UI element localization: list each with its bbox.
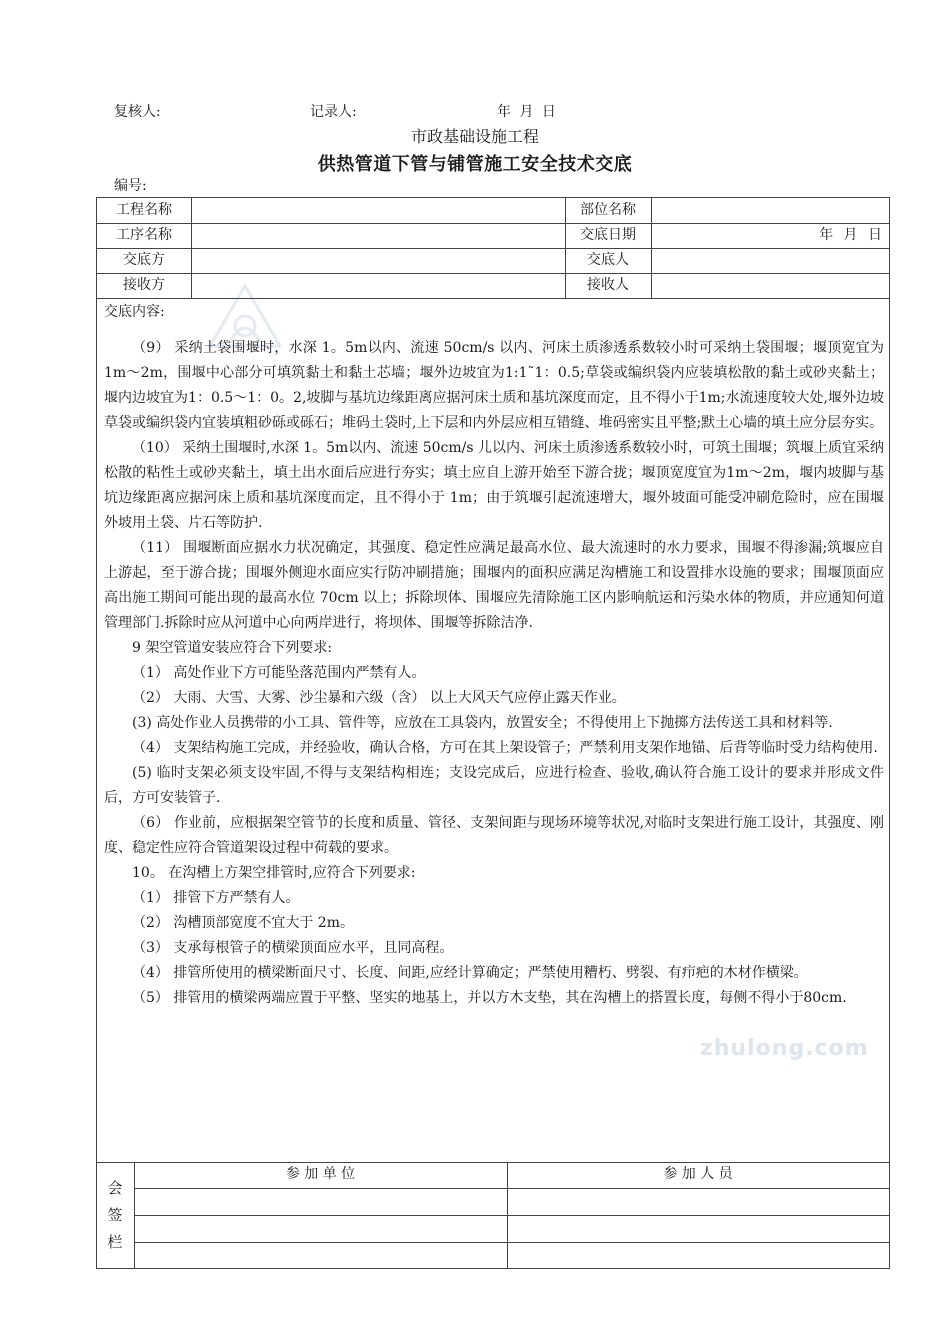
reviewer-label: 复核人:: [114, 104, 161, 120]
receiver-party-label: 接收方: [123, 277, 165, 293]
content-paragraph: （3） 支承每根管子的横梁顶面应水平，且同高程。: [132, 940, 454, 956]
handover-content: [104, 300, 884, 1011]
signoff-side-label: [96, 1162, 134, 1269]
content-paragraph: （11） 围堰断面应据水力状况确定，其强度、稳定性应满足最高水位、最大流速时的水力要求，围堰不得渗漏;筑堰应自上游起，至于游合拢；围堰外侧迎水面应实行防冲刷措施；围堰内的面积应满足沟槽施工和设置排水设施的要求；围堰顶面应高出施工期间可能出现的最高水位 70cm 以上；拆除坝体、围堰应先清除施工区内影响航运和污染水体的物质，并应通知何道管理部门.拆除时应从河道中心向两岸进行，将坝体、围堰等拆除洁净.: [104, 540, 884, 631]
project-name-label: 工程名称: [116, 202, 172, 218]
handover-person-label: 交底人: [587, 252, 629, 268]
content-paragraph: （2） 沟槽顶部宽度不宜大于 2m。: [132, 915, 354, 931]
signoff-char: 栏: [107, 1233, 123, 1251]
document-title: 供热管道下管与铺管施工安全技术交底: [317, 154, 633, 175]
handover-party-label: 交底方: [123, 252, 165, 268]
content-paragraph: （5） 排管用的横梁两端应置于平整、坚实的地基上，并以方木支垫，其在沟槽上的搭置长度，每侧不得小于80cm.: [132, 990, 847, 1006]
handover-date-label: 交底日期: [580, 227, 636, 243]
document-number-label: 编号:: [114, 178, 147, 194]
header-date-label: 年 月 日: [497, 104, 556, 120]
content-paragraph: （1） 排管下方严禁有人。: [132, 890, 300, 906]
content-label: 交底内容:: [104, 304, 165, 320]
document-subtitle: 市政基础设施工程: [410, 127, 539, 146]
content-paragraph: 10。 在沟槽上方架空排管时,应符合下列要求:: [132, 865, 416, 881]
recorder-label: 记录人:: [310, 104, 357, 120]
content-paragraph: （4） 排管所使用的横梁断面尺寸、长度、间距,应经计算确定；严禁使用糟朽、劈裂、有疖疤的木材作横梁。: [132, 965, 808, 981]
content-paragraph: （2） 大雨、大雪、大雾、沙尘暴和六级（含） 以上大风天气应停止露天作业。: [132, 690, 626, 706]
watermark-text: zhulong.com: [700, 1036, 869, 1061]
content-paragraph: (5) 临时支架必须支设牢固,不得与支架结构相连；支设完成后，应进行检查、验收,确认符合施工设计的要求并形成文件后，方可安装管子.: [104, 765, 884, 806]
content-paragraph: 9 架空管道安装应符合下列要求:: [132, 640, 333, 656]
receiver-person-label: 接收人: [587, 277, 629, 293]
content-paragraph: （9） 采纳土袋围堰时，水深 1。5m以内、流速 50cm/s 以内、河床土质渗透系数较小时可采纳土袋围堰；堰顶宽宜为1m～2m，围堰中心部分可填筑黏土和黏土芯墙；堰外边坡宜为1:1˜1：0.5;草袋或编织袋内应装填松散的黏土或砂夹黏土；堰内边坡宜为1：0.5～1：0。2,坡脚与基坑边缘距离应据河床土质和基坑深度而定，且不得小于1m;水流速度较大处,堰外边坡草袋或编织袋内宜装填粗砂砾或砾石；堆码土袋时,上下层和内外层应相互错缝、堆码密实且平整;默土心墙的填土应分层夯实。: [104, 340, 884, 431]
signoff-char: 会: [107, 1179, 123, 1197]
participating-unit-header: 参 加 单 位: [285, 1166, 356, 1182]
content-paragraph: （6） 作业前，应根据架空管节的长度和质量、管径、支架间距与现场环境等状况,对临时支架进行施工设计，其强度、刚度、稳定性应符合管道架设过程中荷载的要求。: [104, 815, 884, 856]
content-paragraph: （1） 高处作业下方可能坠落范围内严禁有人。: [132, 665, 426, 681]
signoff-char: 签: [107, 1206, 123, 1224]
content-paragraph: （4） 支架结构施工完成，并经验收，确认合格，方可在其上架设管子；严禁利用支架作地锚、后背等临时受力结构使用.: [132, 740, 878, 756]
handover-date-value: 年 月 日: [819, 227, 882, 243]
content-paragraph: （10） 采纳土围堰时,水深 1。5m以内、流速 50cm/s 儿以内、河床土质渗透系数较小时，可筑土围堰；筑堰上质宜采纳松散的粘性土或砂夹黏土，填土出水面后应进行夯实；填土应自上游开始至下游合拢；堰顶宽度宜为1m～2m，堰内坡脚与基坑边缘距离应据河床上质和基坑深度而定，且不得小于 1m；由于筑堰引起流速增大，堰外坡面可能受冲刷危险时，应在围堰外坡用土袋、片石等防护.: [104, 440, 884, 531]
content-paragraph: (3) 高处作业人员携带的小工具、管件等，应放在工具袋内，放置安全；不得使用上下抛掷方法传送工具和材料等.: [132, 715, 833, 731]
process-name-label: 工序名称: [116, 227, 172, 243]
participating-people-header: 参 加 人 员: [663, 1166, 733, 1182]
part-name-label: 部位名称: [580, 202, 636, 218]
